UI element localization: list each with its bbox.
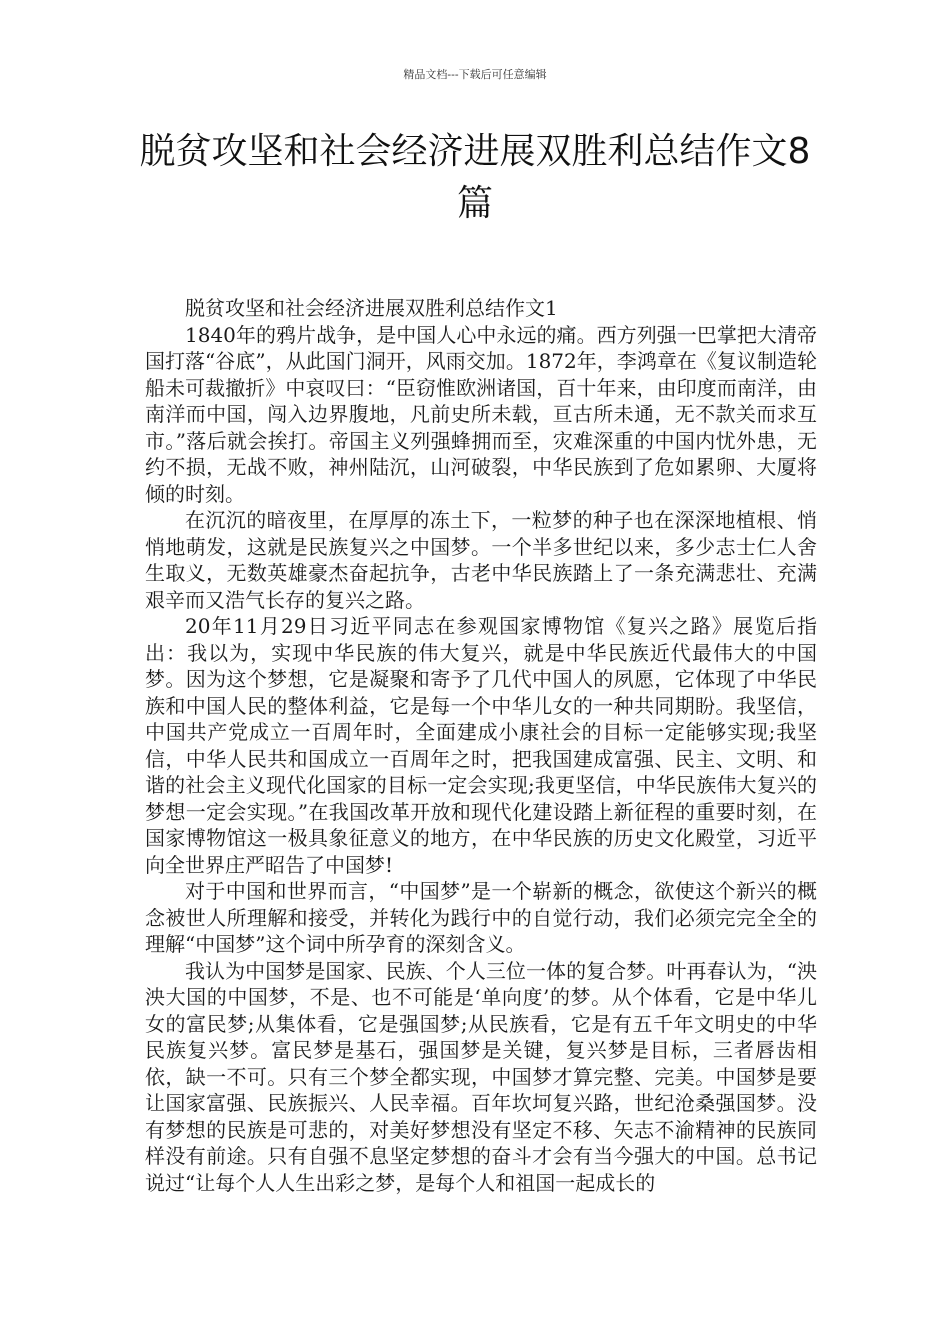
- document-title: 脱贫攻坚和社会经济进展双胜利总结作文8篇: [139, 131, 811, 224]
- paragraph: 我认为中国梦是国家、民族、个人三位一体的复合梦。叶再春认为，“泱泱大国的中国梦，不是、也不可能是‘单向度’的梦。从个体看，它是中华儿女的富民梦;从集体看，它是强国梦;从民族看，它是有五千年文明史的中华民族复兴梦。富民梦是基石，强国梦是关键，复兴梦是目标，三者唇齿相依，缺一不可。只有三个梦全都实现，中国梦才算完整、完美。中国梦是要让国家富强、民族振兴、人民幸福。百年坎坷复兴路，世纪沧桑强国梦。没有梦想的民族是可悲的，对美好梦想没有坚定不移、矢志不渝精神的民族同样没有前途。只有自强不息坚定梦想的奋斗才会有当今强大的中国。总书记说过“让每个人人生出彩之梦，是每个人和祖国一起成长的: [145, 958, 817, 1195]
- paragraph: 对于中国和世界而言，“中国梦”是一个崭新的概念，欲使这个新兴的概念被世人所理解和接受，并转化为践行中的自觉行动，我们必须完完全全的理解“中国梦”这个词中所孕育的深刻含义。: [145, 879, 817, 956]
- paragraph: 在沉沉的暗夜里，在厚厚的冻土下，一粒梦的种子也在深深地植根、悄悄地萌发，这就是民族复兴之中国梦。一个半多世纪以来，多少志士仁人舍生取义，无数英雄豪杰奋起抗争，古老中华民族踏上了一条充满悲壮、充满艰辛而又浩气长存的复兴之路。: [145, 508, 817, 612]
- header-note: 精品文档---下载后可任意编辑: [403, 68, 547, 81]
- paragraph: 20年11月29日习近平同志在参观国家博物馆《复兴之路》展览后指出：我以为，实现中华民族的伟大复兴，就是中华民族近代最伟大的中国梦。因为这个梦想，它是凝聚和寄予了几代中国人的夙愿，它体现了中华民族和中国人民的整体利益，它是每一个中华儿女的一种共同期盼。我坚信，中国共产党成立一百周年时，全面建成小康社会的目标一定能够实现;我坚信，中华人民共和国成立一百周年之时，把我国建成富强、民主、文明、和谐的社会主义现代化国家的目标一定会实现;我更坚信，中华民族伟大复兴的梦想一定会实现。”在我国改革开放和现代化建设踏上新征程的重要时刻，在国家博物馆这一极具象征意义的地方，在中华民族的历史文化殿堂，习近平向全世界庄严昭告了中国梦!: [145, 614, 817, 877]
- paragraph: 1840年的鸦片战争，是中国人心中永远的痛。西方列强一巴掌把大清帝国打落“谷底”，从此国门洞开，风雨交加。1872年，李鸿章在《复议制造轮船未可裁撤折》中哀叹曰：“臣窃惟欧洲诸国，百十年来，由印度而南洋，由南洋而中国，闯入边界腹地，凡前史所未载，亘古所未通，无不款关而求互市。”落后就会挨打。帝国主义列强蜂拥而至，灾难深重的中国内忧外患，无约不损，无战不败，神州陆沉，山河破裂，中华民族到了危如累卵、大厦将倾的时刻。: [145, 322, 817, 506]
- document-body: [145, 295, 817, 1196]
- section-heading: 脱贫攻坚和社会经济进展双胜利总结作文1: [185, 296, 558, 320]
